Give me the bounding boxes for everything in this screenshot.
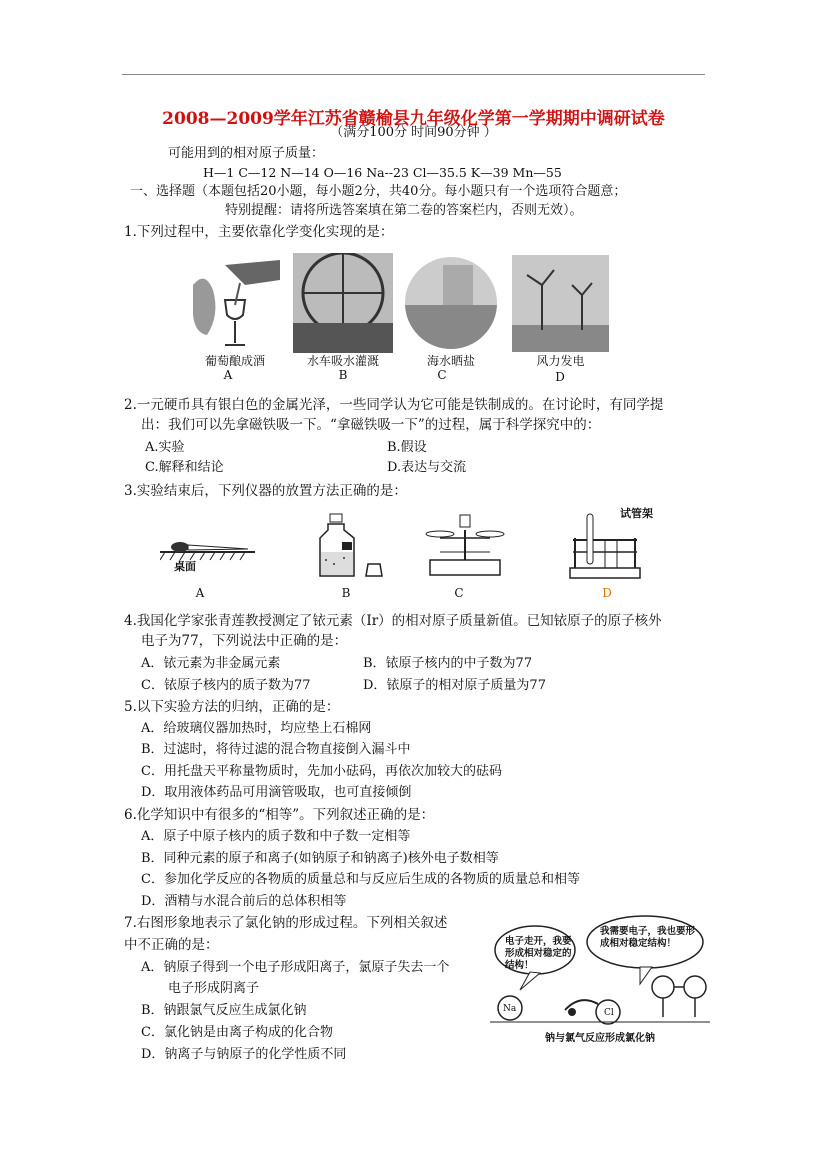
q4-option-c: C．铱原子核内的质子数为77 xyxy=(141,678,311,693)
q3-letter-a: A xyxy=(195,586,205,600)
q7-stem-1: 7.右图形象地表示了氯化钠的形成过程。下列相关叙述 xyxy=(124,915,448,931)
q5-stem: 5.以下实验方法的归纳，正确的是： xyxy=(124,699,340,715)
atomic-mass-label: 可能用到的相对原子质量： xyxy=(168,146,325,161)
q4-option-a: A．铱元素为非金属元素 xyxy=(141,656,281,671)
q7-bubble-left: 电子走开，我要形成相对稳定的结构！ xyxy=(505,936,572,971)
header-rule xyxy=(122,74,705,75)
q4-stem-2: 电子为77，下列说法中正确的是： xyxy=(141,633,348,649)
balance-figure xyxy=(420,510,510,580)
q1-letter-a: A xyxy=(223,368,233,382)
q2-stem-1: 2.一元硬币具有银白色的金属光泽，一些同学认为它可能是铁制成的。在讨论时，有同学提 xyxy=(124,397,664,413)
q6-option-c: C．参加化学反应的各物质的质量总和与反应后生成的各物质的质量总和相等 xyxy=(141,872,580,887)
q7-option-c: C．氯化钠是由离子构成的化合物 xyxy=(141,1025,333,1040)
section-heading: 一、选择题（本题包括20小题，每小题2分，共40分。每小题只有一个选项符合题意； xyxy=(130,184,627,199)
q3-letter-d: D xyxy=(602,586,612,600)
q7-option-a-cont: 电子形成阴离子 xyxy=(168,981,260,996)
q7-bubble-right: 我需要电子，我也要形成相对稳定结构！ xyxy=(600,926,696,949)
q1-caption-b: 水车吸水灌溉 xyxy=(306,354,379,368)
q3-table-label: 桌面 xyxy=(174,560,196,573)
q1-stem: 1.下列过程中，主要依靠化学变化实现的是： xyxy=(124,224,394,240)
q2-stem-2: 出：我们可以先拿磁铁吸一下。“拿磁铁吸一下”的过程，属于科学探究中的： xyxy=(141,417,601,433)
waterwheel-image xyxy=(293,253,393,353)
q2-option-d: D.表达与交流 xyxy=(387,460,467,475)
q1-letter-d: D xyxy=(555,370,565,384)
q6-option-d: D．酒精与水混合前后的总体积相等 xyxy=(141,894,347,909)
q7-atom-na: Na xyxy=(503,1004,517,1014)
q1-caption-a: 葡萄酿成酒 xyxy=(204,354,265,368)
q3-letter-b: B xyxy=(341,586,351,600)
q1-caption-c: 海水晒盐 xyxy=(426,354,475,368)
q5-option-d: D．取用液体药品可用滴管吸取，也可直接倾倒 xyxy=(141,785,412,800)
q7-atom-cl: Cl xyxy=(604,1008,614,1018)
q3-letter-c: C xyxy=(454,586,464,600)
q5-option-a: A．给玻璃仪器加热时，均应垫上石棉网 xyxy=(141,721,372,736)
wine-image xyxy=(185,255,285,355)
q2-option-b: B.假设 xyxy=(387,440,427,455)
q1-caption-d: 风力发电 xyxy=(536,354,585,368)
q7-figure-caption: 钠与氯气反应形成氯化钠 xyxy=(545,1033,655,1044)
q1-letter-b: B xyxy=(338,368,348,382)
q5-option-b: B．过滤时，将待过滤的混合物直接倒入漏斗中 xyxy=(141,742,411,757)
q7-stem-2: 中不正确的是： xyxy=(124,937,219,953)
q4-option-b: B．铱原子核内的中子数为77 xyxy=(363,656,533,671)
q7-option-b: B．钠跟氯气反应生成氯化钠 xyxy=(141,1003,307,1018)
wind-power-image xyxy=(512,255,609,352)
section-note: 特别提醒：请将所选答案填在第二卷的答案栏内，否则无效）。 xyxy=(225,203,583,218)
q3-stem: 3.实验结束后，下列仪器的放置方法正确的是： xyxy=(124,483,407,499)
atomic-masses: H—1 C—12 N—14 O—16 Na--23 Cl—35.5 K—39 Mn—55 xyxy=(203,165,562,180)
q5-option-c: C．用托盘天平称量物质时，先加小砝码，再依次加较大的砝码 xyxy=(141,764,502,779)
q1-letter-c: C xyxy=(437,368,447,382)
q2-option-a: A.实验 xyxy=(145,440,185,455)
subtitle: （满分100分 时间90分钟 ） xyxy=(330,125,497,140)
q4-stem-1: 4.我国化学家张青莲教授测定了铱元素（Ir）的相对原子质量新值。已知铱原子的原子核外 xyxy=(124,613,662,629)
q3-rack-label: 试管架 xyxy=(620,507,653,520)
q6-stem: 6.化学知识中有很多的“相等”。下列叙述正确的是： xyxy=(124,807,435,823)
q7-option-a: A．钠原子得到一个电子形成阳离子，氯原子失去一个 xyxy=(141,960,450,975)
q4-option-d: D．铱原子的相对原子质量为77 xyxy=(363,678,546,693)
q6-option-a: A．原子中原子核内的质子数和中子数一定相等 xyxy=(141,829,411,844)
page-title: 2008—2009学年江苏省赣榆县九年级化学第一学期期中调研试卷 xyxy=(162,109,665,129)
q7-option-d: D．钠离子与钠原子的化学性质不同 xyxy=(141,1047,347,1062)
salt-image xyxy=(403,255,499,351)
q6-option-b: B．同种元素的原子和离子(如钠原子和钠离子)核外电子数相等 xyxy=(141,851,499,866)
reagent-bottle-figure xyxy=(318,512,388,580)
q2-option-c: C.解释和结论 xyxy=(145,460,224,475)
